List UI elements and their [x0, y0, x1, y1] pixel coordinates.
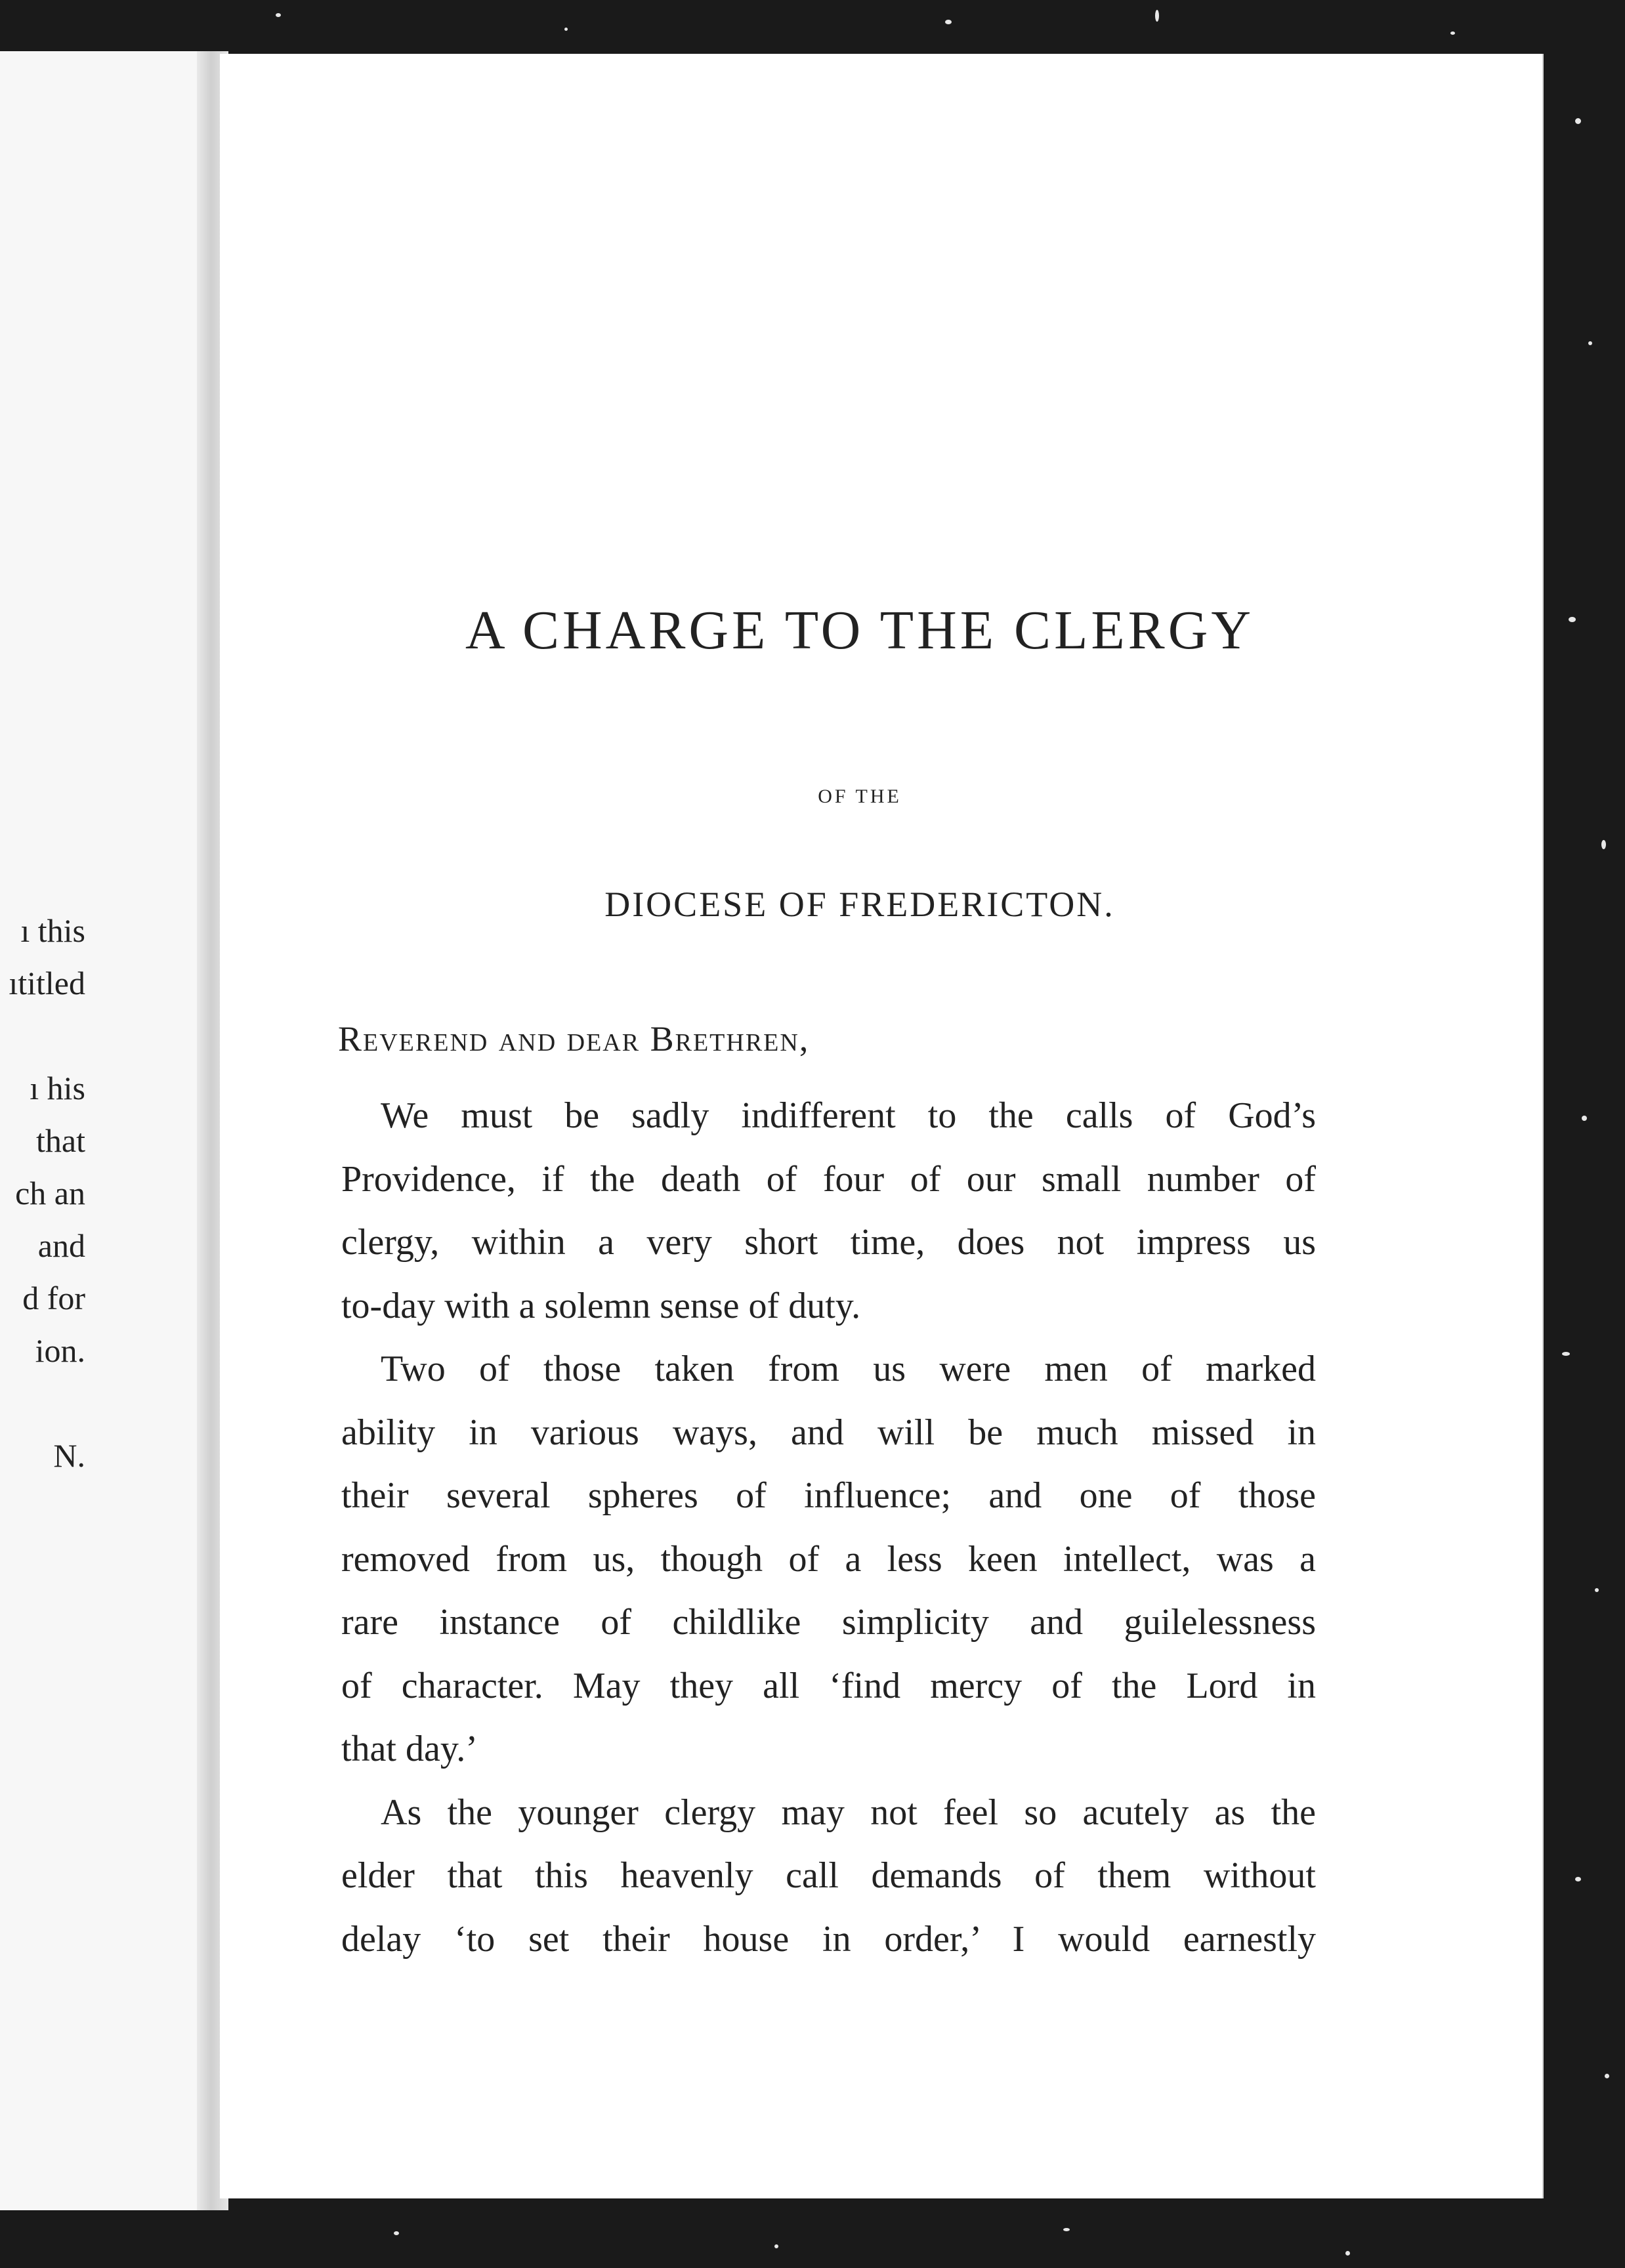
- facing-page-text: [0, 904, 85, 1482]
- facing-page-line: ı his: [30, 1070, 85, 1106]
- dust-speck: [1562, 1352, 1570, 1356]
- dust-speck: [945, 20, 952, 24]
- dust-speck: [564, 28, 568, 31]
- facing-page-line: ion.: [35, 1332, 85, 1369]
- text-line: Two of those taken from us were men of marked: [381, 1349, 1316, 1389]
- page-title: A CHARGE TO THE CLERGY: [465, 600, 1255, 661]
- text-line: delay ‘to set their house in order,’ I would earnestly: [341, 1918, 1316, 1960]
- dust-speck: [1450, 32, 1455, 35]
- facing-page-line: [0, 1377, 85, 1429]
- dust-speck: [1569, 617, 1576, 622]
- dust-speck: [1588, 341, 1592, 345]
- dust-speck: [1063, 2228, 1070, 2231]
- facing-page-line: ı this: [20, 912, 85, 949]
- facing-page-line: ıtitled: [9, 965, 85, 1001]
- text-line: Providence, if the death of four of our small number of: [341, 1158, 1316, 1200]
- dust-speck: [1601, 840, 1606, 849]
- dust-speck: [1575, 118, 1581, 124]
- text-line: elder that this heavenly call demands of them without: [341, 1855, 1316, 1896]
- dust-speck: [276, 13, 281, 17]
- salutation: Reverend and dear Brethren,: [338, 1019, 810, 1059]
- text-line: to-day with a solemn sense of duty.: [341, 1285, 861, 1326]
- dust-speck: [1155, 10, 1159, 22]
- facing-page-line: [0, 1009, 85, 1062]
- dust-speck: [1595, 1588, 1599, 1592]
- subtitle-of-the: OF THE: [818, 786, 902, 807]
- text-line: rare instance of childlike simplicity and guilelessness: [341, 1602, 1316, 1643]
- facing-page: [0, 51, 217, 2210]
- text-line: that day.’: [341, 1729, 478, 1769]
- facing-page-line: d for: [22, 1280, 85, 1316]
- main-page: [220, 54, 1542, 2198]
- text-line: of character. May they all ‘find mercy of the Lord in: [341, 1665, 1316, 1706]
- text-line: removed from us, though of a less keen intellect, was a: [341, 1538, 1316, 1580]
- dust-speck: [1345, 2251, 1350, 2256]
- facing-page-line: and: [37, 1227, 85, 1264]
- facing-page-line: that: [36, 1122, 85, 1159]
- text-line: ability in various ways, and will be much missed in: [341, 1412, 1316, 1453]
- text-line: As the younger clergy may not feel so acutely as the: [381, 1792, 1316, 1833]
- dust-speck: [774, 2244, 778, 2248]
- text-line: We must be sadly indifferent to the calls of God’s: [381, 1095, 1316, 1136]
- dust-speck: [1575, 1877, 1581, 1881]
- facing-page-line: ch an: [15, 1175, 85, 1211]
- text-line: clergy, within a very short time, does not impress us: [341, 1222, 1316, 1263]
- text-line: their several spheres of influence; and one of those: [341, 1475, 1316, 1516]
- dust-speck: [1605, 2074, 1609, 2078]
- diocese-heading: DIOCESE OF FREDERICTON.: [604, 885, 1115, 924]
- dust-speck: [394, 2231, 399, 2235]
- dust-speck: [1582, 1116, 1587, 1121]
- body-text: [341, 1084, 1316, 1971]
- facing-page-line: N.: [53, 1437, 85, 1474]
